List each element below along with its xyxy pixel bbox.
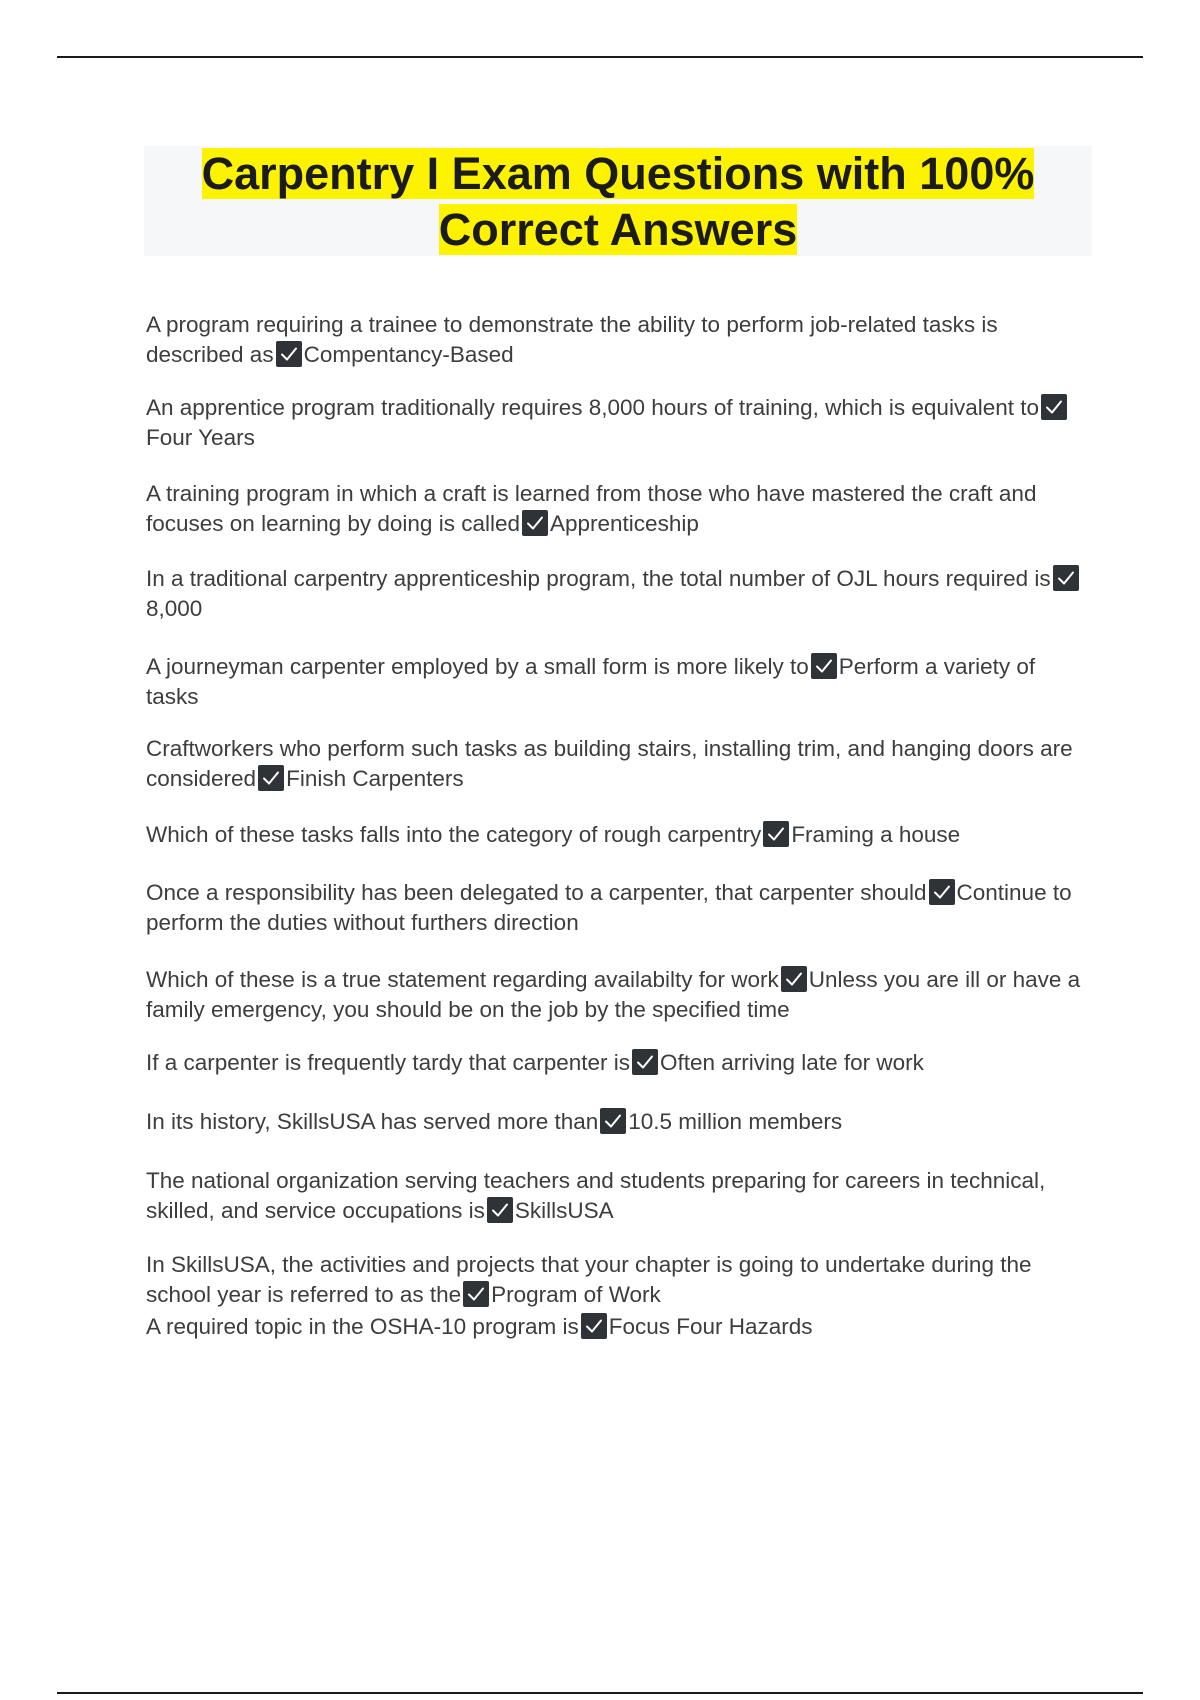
answer-text: Continue to perform the duties without furthers direction xyxy=(146,880,1072,935)
qa-item xyxy=(146,965,1086,1025)
question-text: The national organization serving teachers and students preparing for careers in technical, skilled, and service occupations is xyxy=(146,1168,1046,1223)
question-text: In a traditional carpentry apprenticeship program, the total number of OJL hours required is xyxy=(146,566,1051,591)
question-text: A training program in which a craft is learned from those who have mastered the craft and focuses on learning by doing is called xyxy=(146,481,1037,536)
check-box-icon xyxy=(781,966,807,992)
answer-text: Focus Four Hazards xyxy=(608,1314,813,1339)
check-box-icon xyxy=(258,765,284,791)
question-text: A program requiring a trainee to demonstrate the ability to perform job-related tasks is described as xyxy=(146,312,998,367)
answer-text: Framing a house xyxy=(791,822,961,847)
question-text: Which of these is a true statement regarding availabilty for work xyxy=(146,967,779,992)
question-text: Which of these tasks falls into the category of rough carpentry xyxy=(146,822,762,847)
title-banner xyxy=(144,146,1092,256)
check-box-icon xyxy=(929,879,955,905)
check-box-icon xyxy=(581,1313,607,1339)
question-text: In its history, SkillsUSA has served more than xyxy=(146,1109,599,1134)
qa-item xyxy=(146,564,1086,624)
answer-text: Finish Carpenters xyxy=(286,766,464,791)
answer-text: Four Years xyxy=(146,425,255,450)
check-box-icon xyxy=(276,341,302,367)
qa-item xyxy=(146,1250,1086,1310)
check-box-icon xyxy=(600,1108,626,1134)
question-text: Once a responsibility has been delegated to a carpenter, that carpenter should xyxy=(146,880,927,905)
qa-item xyxy=(146,393,1086,453)
answer-text: Compentancy-Based xyxy=(303,342,514,367)
check-box-icon xyxy=(487,1197,513,1223)
qa-item xyxy=(146,310,1086,370)
check-box-icon xyxy=(522,510,548,536)
check-box-icon xyxy=(1053,565,1079,591)
answer-text: Apprenticeship xyxy=(550,511,699,536)
qa-item xyxy=(146,1166,1086,1226)
qa-item xyxy=(146,479,1086,539)
check-box-icon xyxy=(811,653,837,679)
qa-item xyxy=(146,1107,1086,1137)
answer-text: Unless you are ill or have a family emergency, you should be on the job by the specified time xyxy=(146,967,1081,1022)
qa-item xyxy=(146,734,1086,794)
question-text: A required topic in the OSHA-10 program is xyxy=(146,1314,579,1339)
qa-item xyxy=(146,1312,1086,1342)
qa-item xyxy=(146,652,1086,712)
check-box-icon xyxy=(1041,394,1067,420)
check-box-icon xyxy=(632,1049,658,1075)
question-text: Craftworkers who perform such tasks as building stairs, installing trim, and hanging doors are considered xyxy=(146,736,1073,791)
answer-text: Often arriving late for work xyxy=(660,1050,924,1075)
answer-text: Perform a variety of tasks xyxy=(146,654,1036,709)
answer-text: 8,000 xyxy=(146,596,203,621)
answer-text: 10.5 million members xyxy=(628,1109,843,1134)
answer-text: SkillsUSA xyxy=(514,1198,614,1223)
bottom-rule xyxy=(57,1692,1143,1694)
question-text: In SkillsUSA, the activities and projects that your chapter is going to undertake during the school year is referred to as the xyxy=(146,1252,1032,1307)
qa-item xyxy=(146,820,1086,850)
question-text: A journeyman carpenter employed by a small form is more likely to xyxy=(146,654,809,679)
question-text: If a carpenter is frequently tardy that carpenter is xyxy=(146,1050,630,1075)
top-rule xyxy=(57,56,1143,58)
check-box-icon xyxy=(763,821,789,847)
qa-item xyxy=(146,878,1086,938)
question-text: An apprentice program traditionally requires 8,000 hours of training, which is equivalent to xyxy=(146,395,1040,420)
check-box-icon xyxy=(463,1281,489,1307)
answer-text: Program of Work xyxy=(491,1282,661,1307)
page-title: Carpentry I Exam Questions with 100% Correct Answers xyxy=(201,148,1035,255)
qa-item xyxy=(146,1048,1086,1078)
